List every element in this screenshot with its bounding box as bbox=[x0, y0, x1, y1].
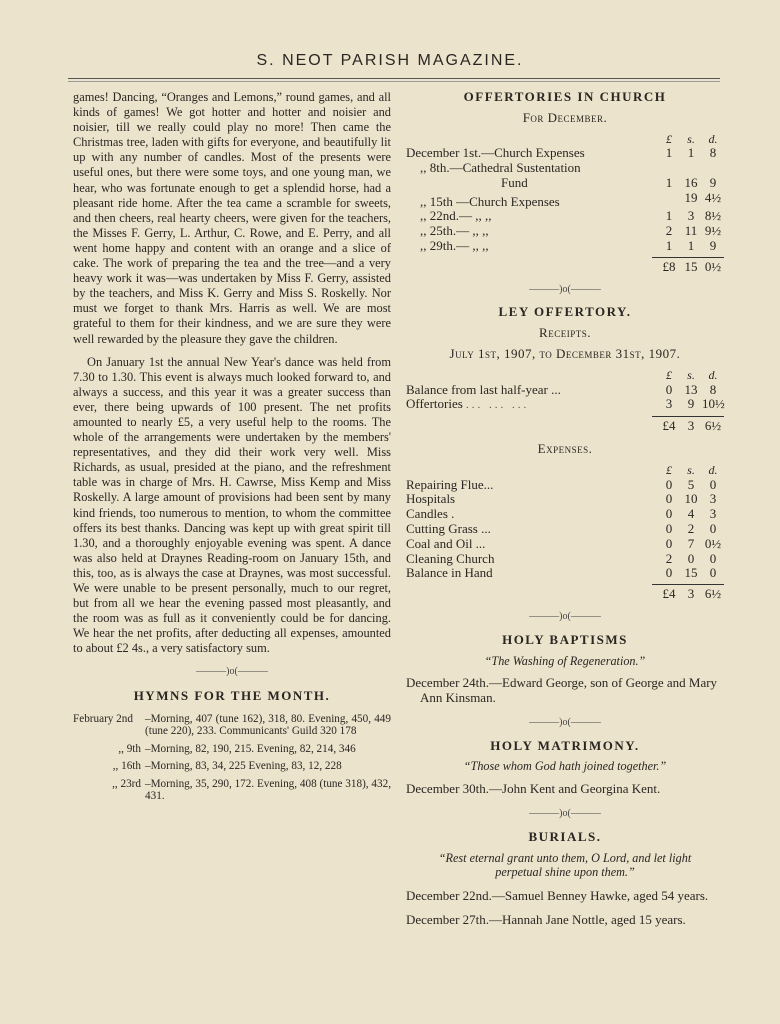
burial-entry: December 27th.—Hannah Jane Nottle, aged 15 years. bbox=[406, 912, 686, 928]
section-divider: ———)o(——— bbox=[196, 666, 268, 678]
section-divider: ———)o(——— bbox=[529, 610, 601, 622]
total-rule bbox=[652, 416, 724, 417]
receipts-total: £4 3 6½ bbox=[662, 418, 722, 434]
offertory-row: ,, 8th.—Cathedral Sustentation bbox=[420, 160, 581, 176]
section-divider: ———)o(——— bbox=[529, 808, 601, 820]
hymn-date: February 2nd bbox=[73, 712, 133, 725]
offertory-row: Fund 1 16 9 bbox=[501, 174, 717, 190]
masthead-rule-thin bbox=[68, 81, 720, 82]
offertories-heading: OFFERTORIES IN CHURCH bbox=[463, 89, 667, 104]
hymn-numbers: –Morning, 407 (tune 162), 318, 80. Evening, 450, 449 (tune 220), 233. Communicants' Guild 320 178 bbox=[145, 712, 391, 738]
hymn-entry bbox=[73, 713, 391, 738]
expense-row: Coal and Oil ... 0 7 0½ bbox=[406, 535, 722, 551]
expense-row: Cutting Grass ... 0 2 0 bbox=[406, 520, 717, 536]
expenses-heading: Expenses. bbox=[537, 440, 593, 456]
offertory-row: December 1st.—Church Expenses 1 1 8 bbox=[406, 145, 717, 161]
receipts-heading: Receipts. bbox=[539, 325, 591, 341]
baptisms-quote: “The Washing of Regeneration.” bbox=[484, 653, 646, 668]
baptisms-heading: HOLY BAPTISMS bbox=[502, 631, 628, 647]
period-line: July 1st, 1907, to December 31st, 1907. bbox=[449, 345, 681, 361]
burials-heading: BURIALS. bbox=[528, 828, 602, 844]
ley-offertory-heading: LEY OFFERTORY. bbox=[498, 304, 632, 320]
hymn-entry bbox=[73, 743, 391, 756]
total-rule bbox=[652, 257, 724, 258]
baptism-entry: December 24th.—Edward George, son of George and Mary Ann Kinsman. bbox=[406, 675, 718, 706]
expense-row: Hospitals 0 10 3 bbox=[406, 491, 717, 507]
burial-entry: December 22nd.—Samuel Benney Hawke, aged 54 years. bbox=[406, 887, 709, 903]
matrimony-heading: HOLY MATRIMONY. bbox=[490, 737, 640, 753]
right-column bbox=[406, 90, 724, 938]
offertory-row: ,, 29th.— ,, ,, 1 1 9 bbox=[420, 237, 717, 253]
pence-header: d. bbox=[708, 131, 718, 146]
offertories-subheading: For December. bbox=[522, 109, 608, 125]
hymn-date: ,, 23rd bbox=[112, 777, 141, 790]
hymn-numbers: –Morning, 83, 34, 225 Evening, 83, 12, 228 bbox=[145, 760, 342, 773]
hymn-entry bbox=[73, 760, 391, 773]
expense-row: Repairing Flue... 0 5 0 bbox=[406, 476, 717, 492]
pound-header: £ bbox=[666, 131, 672, 146]
total-rule bbox=[652, 584, 724, 585]
matrimony-entry: December 30th.—John Kent and Georgina Kent. bbox=[406, 781, 661, 797]
matrimony-quote: “Those whom God hath joined together.” bbox=[463, 759, 667, 774]
page-masthead: S. NEOT PARISH MAGAZINE. bbox=[256, 52, 524, 69]
hymn-numbers: –Morning, 35, 290, 172. Evening, 408 (tune 318), 432, 431. bbox=[145, 777, 391, 803]
hymns-list bbox=[73, 713, 391, 803]
receipt-row: Offertories ... ... ... 3 9 10½ bbox=[406, 396, 725, 412]
currency-header: £ s. d. bbox=[666, 367, 718, 382]
expenses-total: £4 3 6½ bbox=[662, 586, 722, 602]
hymns-heading: HYMNS FOR THE MONTH. bbox=[133, 687, 331, 703]
left-column bbox=[73, 90, 391, 808]
expense-row: Cleaning Church 2 0 0 bbox=[406, 550, 717, 566]
christmas-party-paragraph: games! Dancing, “Oranges and Lemons,” round games, and all kinds of games! We got hotter and hotter and noisier and noisier, till we really could play no more! Then came the Christmas tree, laden with gifts for everyone, and beautifully lit up with any number of candles. Most of the presents were useful ones, but there were some toys, and one young man, we hear, who was fortunate enough to get a splendid horse, had a pleasant ride home. After the tea came a scramble for sweets, and then cheers, real hearty cheers, were given for the teachers, the Misses F. Gerry, L. Arthur, C. Rowe, and E. Perry, and all went home happy and content with an orange and a slice of cake. The work of preparing the tea and the tree—and a very heavy work it was—was undertaken by Miss F. Gerry, assisted by the teachers, and Miss K. Gerry and Miss S. Roskelly. Nor must we forget to thank Mrs. Harris as well. We are most grateful to them for their kindness, and we are sure they were well rewarded by the pleasure they gave the children. bbox=[73, 90, 391, 346]
receipt-row: Balance from last half-year ... 0 13 8 bbox=[406, 381, 717, 397]
currency-header bbox=[406, 132, 724, 147]
currency-header: £ s. d. bbox=[666, 462, 718, 477]
offertories-table bbox=[406, 146, 724, 274]
burials-quote: “Rest eternal grant unto them, O Lord, and let light perpetual shine upon them.” bbox=[438, 850, 692, 879]
offertory-row: ,, 25th.— ,, ,, 2 11 9½ bbox=[420, 223, 722, 239]
shilling-header: s. bbox=[687, 131, 695, 146]
expense-row: Candles . 0 4 3 bbox=[406, 506, 717, 522]
expense-row: Balance in Hand 0 15 0 bbox=[406, 565, 717, 581]
hymn-date: ,, 16th bbox=[112, 760, 141, 773]
offertory-row: ,, 22nd.— ,, ,, 1 3 8½ bbox=[420, 208, 722, 224]
hymn-date: ,, 9th bbox=[118, 742, 141, 755]
hymn-entry bbox=[73, 778, 391, 803]
expenses-table bbox=[406, 478, 724, 602]
masthead-rule bbox=[68, 78, 720, 79]
section-divider: ———)o(——— bbox=[529, 283, 601, 295]
new-year-dance-paragraph: On January 1st the annual New Year's dance was held from 7.30 to 1.30. This event is always much looked forward to, and always a success, and this year it was a greater success than ever, there being upwards of 100 present. The net profits amounted to nearly £5, a very useful help to the rooms. The whole of the arrangements were undertaken by the members' representatives, and they did their work very well. Miss Richards, as usual, presided at the piano, and the refreshment table was in charge of Mrs. H. Cawrse, Miss Kemp and Miss Roskelly. A large amount of provisions had been sent by many kind friends, too numerous to mention, to whom the committee offers its best thanks. Dancing was kept up with great spirit till 1.30, and a thoroughly enjoyable evening was spent. A dance was also held at Draynes Reading-room on January 15th, and this, too, as is always the case at Draynes, was most successful. We were unable to be present personally, much to our regret, but from all we hear the evening passed most pleasantly, and the room was as full as it conveniently could be for dancing. We hear the net profits, after deducting all expenses, amounted to about £2 4s., a very satisfactory sum. bbox=[73, 354, 391, 656]
hymn-numbers: –Morning, 82, 190, 215. Evening, 82, 214, 346 bbox=[145, 742, 356, 755]
offertories-total: £8 15 0½ bbox=[662, 258, 722, 274]
section-divider: ———)o(——— bbox=[529, 716, 601, 728]
offertory-row: ,, 15th —Church Expenses 19 4½ bbox=[420, 189, 722, 209]
